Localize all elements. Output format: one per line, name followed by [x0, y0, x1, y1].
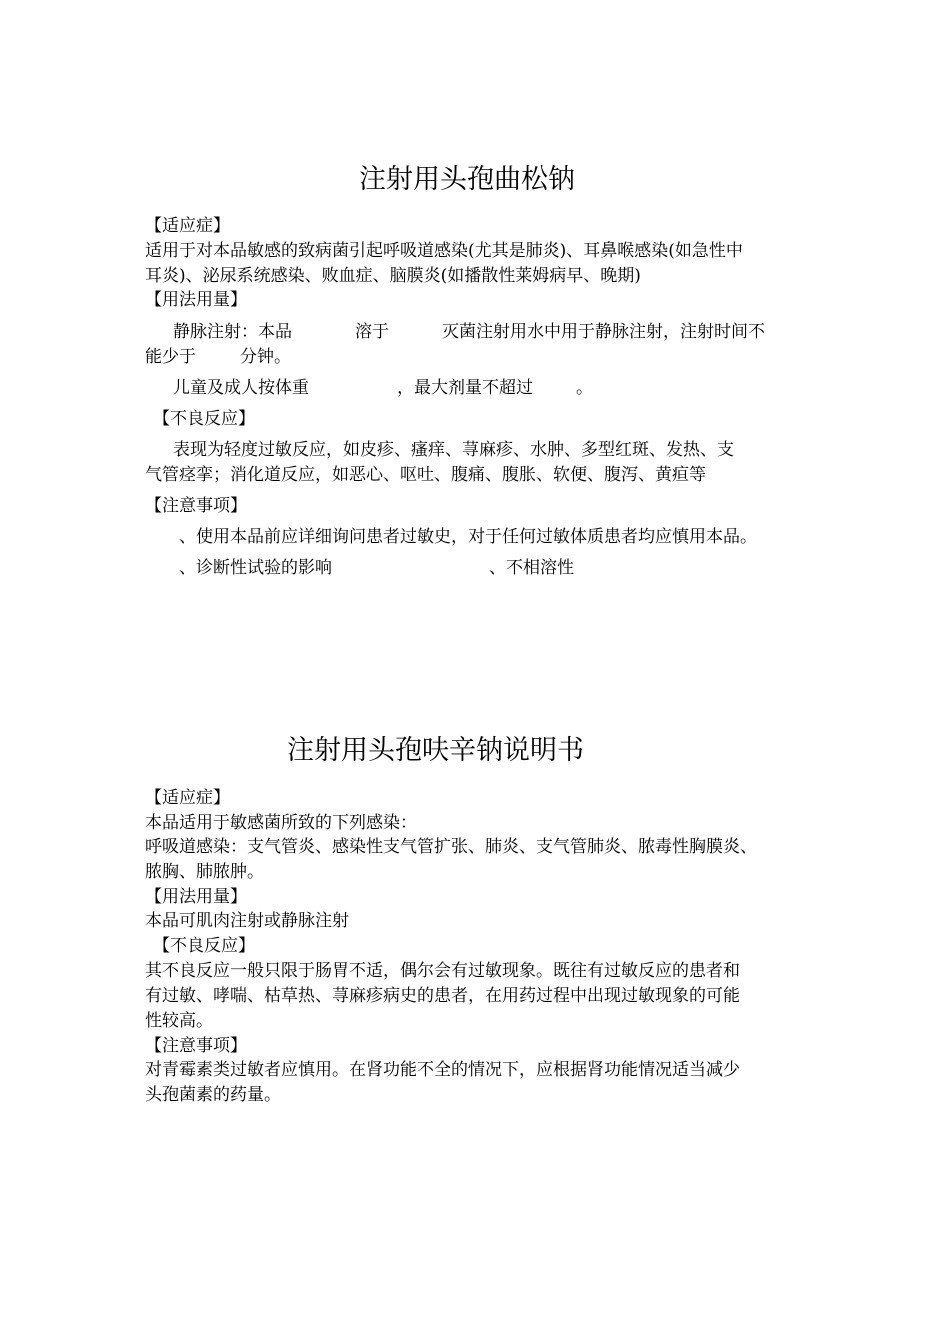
- doc2-notes-line: 对青霉素类过敏者应慎用。在肾功能不全的情况下，应根据肾功能情况适当减少: [145, 1060, 740, 1080]
- doc1-title: 注射用头孢曲松钠: [359, 164, 575, 195]
- doc1-dosage-text: ，最大剂量不超过: [397, 378, 533, 398]
- doc1-adverse-heading: 【不良反应】: [153, 409, 255, 429]
- doc2-adverse-line: 性较高。: [145, 1011, 213, 1031]
- doc1-dosage-text: 灭菌注射用水中用于静脉注射，注射时间不: [442, 322, 765, 342]
- doc2-adverse-line: 其不良反应一般只限于肠胃不适，偶尔会有过敏现象。既往有过敏反应的患者和: [145, 961, 740, 981]
- doc1-indications-line: 适用于对本品敏感的致病菌引起呼吸道感染(尤其是肺炎)、耳鼻喉感染(如急性中: [145, 241, 743, 261]
- doc2-dosage-heading: 【用法用量】: [145, 887, 247, 907]
- doc1-dosage-text: 溶于: [355, 322, 389, 342]
- doc2-indications-line: 本品适用于敏感菌所致的下列感染：: [145, 813, 417, 833]
- doc1-dosage-text: 静脉注射：本品: [173, 322, 292, 342]
- doc1-notes-heading: 【注意事项】: [145, 496, 247, 516]
- doc2-adverse-line: 有过敏、哮喘、枯草热、荨麻疹病史的患者，在用药过程中出现过敏现象的可能: [145, 986, 740, 1006]
- doc1-notes-line: 、不相溶性: [489, 558, 574, 578]
- doc1-dosage-heading: 【用法用量】: [145, 290, 247, 310]
- doc2-indications-heading: 【适应症】: [145, 788, 230, 808]
- doc1-notes-line: 、诊断性试验的影响: [179, 558, 332, 578]
- doc1-dosage-text: 分钟。: [240, 347, 291, 367]
- doc1-adverse-line: 表现为轻度过敏反应，如皮疹、瘙痒、荨麻疹、水肿、多型红斑、发热、支: [173, 440, 734, 460]
- doc2-indications-line: 脓胸、肺脓肿。: [145, 862, 264, 882]
- doc2-notes-heading: 【注意事项】: [145, 1036, 247, 1056]
- doc1-dosage-text: 儿童及成人按体重: [173, 378, 309, 398]
- doc1-adverse-line: 气管痉挛；消化道反应，如恶心、呕吐、腹痛、腹胀、软便、腹泻、黄疸等: [145, 465, 706, 485]
- doc1-indications-line: 耳炎)、泌尿系统感染、败血症、脑膜炎(如播散性莱姆病早、晚期): [145, 266, 641, 286]
- doc1-notes-line: 、使用本品前应详细询问患者过敏史，对于任何过敏体质患者均应慎用本品。: [179, 527, 757, 547]
- doc2-indications-line: 呼吸道感染：支气管炎、感染性支气管扩张、肺炎、支气管肺炎、脓毒性胸膜炎、: [145, 837, 757, 857]
- doc2-dosage-line: 本品可肌肉注射或静脉注射: [145, 911, 349, 931]
- doc1-indications-heading: 【适应症】: [145, 216, 230, 236]
- doc1-dosage-text: 能少于: [145, 347, 196, 367]
- doc1-dosage-text: 。: [576, 378, 593, 398]
- doc2-notes-line: 头孢菌素的药量。: [145, 1085, 281, 1105]
- doc2-adverse-heading: 【不良反应】: [153, 936, 255, 956]
- doc2-title: 注射用头孢呋辛钠说明书: [287, 735, 584, 766]
